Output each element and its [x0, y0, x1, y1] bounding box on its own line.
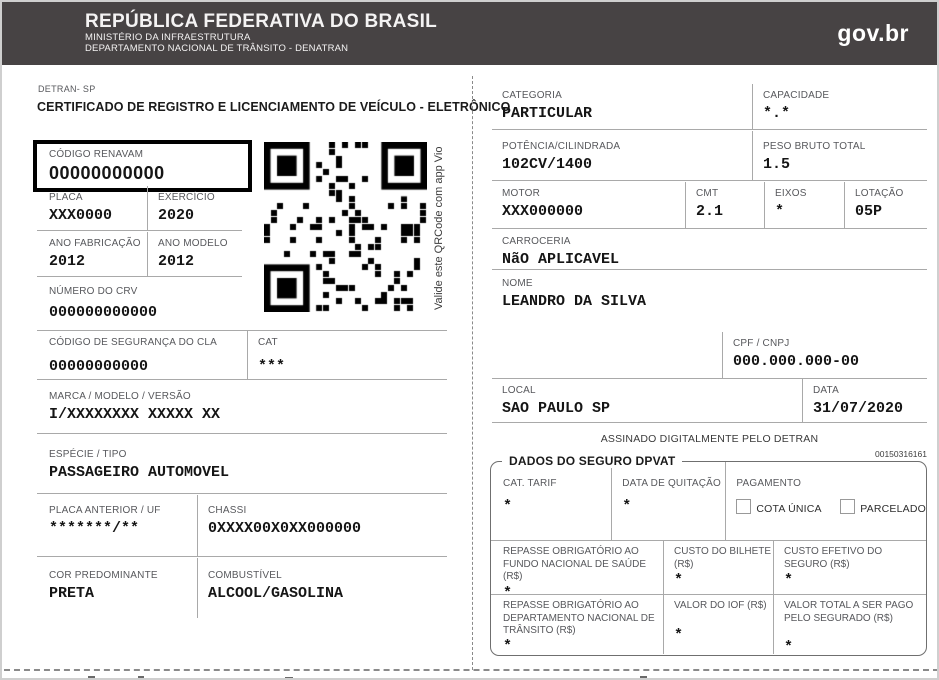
row-placa-anterior-chassi: [37, 495, 447, 557]
digital-signature-note: ASSINADO DIGITALMENTE PELO DETRAN: [600, 433, 819, 445]
field-value: *: [674, 572, 684, 589]
field-especie-tipo: [37, 435, 447, 494]
field-label: ESPÉCIE / TIPO: [49, 449, 127, 460]
field-value: *.*: [763, 105, 791, 122]
field-label: CAT: [258, 337, 278, 348]
dpvat-row-1: [491, 462, 926, 541]
field-combustivel: [197, 558, 447, 618]
field-value: NãO APLICAVEL: [502, 251, 620, 268]
field-pagamento: [725, 462, 926, 540]
field-repasse-saude: [491, 541, 663, 602]
document-title: CERTIFICADO DE REGISTRO E LICENCIAMENTO DE VEÍCULO - ELETRÔNICO: [37, 100, 511, 114]
field-cat-tarif: [491, 462, 611, 540]
field-lotacao: [844, 182, 927, 228]
field-valor-iof: [663, 595, 773, 654]
field-label: MARCA / MODELO / VERSÃO: [49, 391, 191, 402]
field-label: NÚMERO DO CRV: [49, 286, 138, 297]
field-label: PESO BRUTO TOTAL: [763, 141, 866, 152]
field-value: *******/**: [49, 520, 140, 537]
field-value: *: [503, 584, 513, 602]
field-label: VALOR TOTAL A SER PAGO PELO SEGURADO (R$): [784, 600, 914, 624]
ministry-subtitle: MINISTÉRIO DA INFRAESTRUTURA: [85, 32, 251, 43]
row-motor-cmt-eixos-lotacao: [492, 182, 927, 229]
field-capacidade: [752, 84, 927, 129]
field-label: REPASSE OBRIGATÓRIO AO FUNDO NACIONAL DE SAÚDE (R$): [503, 546, 646, 582]
row-seguranca-cat: [37, 330, 447, 380]
cut-line-dashed: [4, 669, 939, 671]
cut-off-text-fragment: [88, 676, 95, 680]
field-cor: [37, 558, 197, 618]
field-value: 2020: [158, 207, 195, 224]
field-value: ALCOOL/GASOLINA: [208, 585, 344, 602]
field-value: 05P: [855, 203, 883, 220]
field-potencia: [492, 131, 752, 180]
field-label: PLACA: [49, 192, 83, 203]
dpvat-row-2: [491, 541, 926, 602]
field-label: VALOR DO IOF (R$): [674, 600, 767, 611]
field-value: *: [775, 203, 785, 220]
field-label: CÓDIGO RENAVAM: [49, 149, 144, 160]
field-value: 2.1: [696, 203, 724, 220]
govbr-logo: gov.br: [837, 20, 909, 46]
row-cor-combustivel: [37, 558, 447, 618]
department-subtitle: DEPARTAMENTO NACIONAL DE TRÂNSITO - DENATRAN: [85, 43, 349, 54]
field-ano-fabricacao: [37, 232, 147, 276]
field-nome: [492, 272, 927, 314]
field-label: PAGAMENTO: [736, 478, 802, 489]
field-label: DATA: [813, 385, 839, 396]
field-value: SAO PAULO SP: [502, 400, 611, 417]
field-ano-modelo: [147, 232, 242, 276]
field-valor-total: [773, 595, 926, 654]
field-chassi: [197, 495, 447, 556]
field-local: [492, 379, 802, 422]
field-label: CATEGORIA: [502, 90, 562, 101]
field-label: LOCAL: [502, 385, 536, 396]
field-label: REPASSE OBRIGATÓRIO AO DEPARTAMENTO NACIONAL DE TRÂNSITO (R$): [503, 600, 655, 636]
field-value: XXX000000: [502, 203, 584, 220]
qr-caption: Valide este QRCode com app Vio: [433, 146, 445, 310]
field-label: CMT: [696, 188, 719, 199]
checkbox-cota-unica[interactable]: [736, 499, 751, 514]
pagamento-options: [736, 499, 926, 517]
field-value: *: [784, 639, 794, 656]
field-cat: [247, 331, 447, 379]
field-value: *: [503, 637, 513, 655]
field-carroceria: [492, 230, 927, 270]
field-value: LEANDRO DA SILVA: [502, 293, 647, 310]
checkbox-label: PARCELADO: [860, 503, 926, 515]
country-title: REPÚBLICA FEDERATIVA DO BRASIL: [85, 11, 438, 32]
field-cmt: [685, 182, 764, 228]
field-motor: [492, 182, 685, 228]
field-label: CAT. TARIF: [503, 478, 557, 489]
field-eixos: [764, 182, 844, 228]
field-label: CAPACIDADE: [763, 90, 830, 101]
field-value: *: [674, 626, 684, 644]
checkbox-label: COTA ÚNICA: [756, 503, 822, 515]
field-label: EXERCÍCIO: [158, 192, 215, 203]
field-custo-bilhete: [663, 541, 773, 594]
field-marca-modelo: [37, 381, 447, 434]
field-value: 2012: [49, 253, 86, 270]
field-value: PARTICULAR: [502, 105, 593, 122]
row-categoria-capacidade: [492, 84, 927, 130]
field-value: PRETA: [49, 585, 95, 602]
field-value: XXX0000: [49, 207, 113, 224]
field-label: PLACA ANTERIOR / UF: [49, 505, 161, 516]
row-placa-exercicio: [37, 186, 242, 231]
field-value: 102CV/1400: [502, 156, 593, 173]
field-value: 00000000000: [49, 163, 165, 183]
field-label: POTÊNCIA/CILINDRADA: [502, 141, 621, 152]
field-codigo-seguranca-cla: [37, 331, 247, 379]
field-custo-efetivo: [773, 541, 926, 594]
field-value: ***: [258, 358, 286, 375]
field-label: CUSTO EFETIVO DO SEGURO (R$): [784, 546, 883, 570]
field-value: 0XXXX00X0XX000000: [208, 520, 362, 537]
header-text-block: [85, 11, 437, 54]
row-anos: [37, 232, 242, 277]
field-categoria: [492, 84, 752, 129]
field-value: *: [503, 498, 513, 515]
field-value: 000.000.000-00: [733, 353, 860, 370]
field-value: PASSAGEIRO AUTOMOVEL: [49, 464, 230, 481]
column-divider-dashed: [472, 76, 473, 670]
field-value: 1.5: [763, 156, 791, 173]
field-data: [802, 379, 927, 422]
field-peso-bruto: [752, 131, 927, 180]
field-value: I/XXXXXXXX XXXXX XX: [49, 406, 221, 423]
agency-label: DETRAN- SP: [38, 84, 96, 94]
field-value: 000000000000: [49, 304, 158, 321]
dpvat-title: DADOS DO SEGURO DPVAT: [502, 454, 682, 468]
row-potencia-peso: [492, 131, 927, 181]
field-label: ANO MODELO: [158, 238, 228, 249]
field-repasse-denatran: [491, 595, 663, 654]
field-data-quitacao: [611, 462, 725, 540]
field-placa-anterior: [37, 495, 197, 556]
field-value: 31/07/2020: [813, 400, 904, 417]
field-label: NOME: [502, 278, 533, 289]
field-label: ANO FABRICAÇÃO: [49, 238, 141, 249]
row-cpf: [492, 332, 927, 379]
field-placa: [37, 186, 147, 230]
field-label: MOTOR: [502, 188, 541, 199]
field-codigo-renavam: [33, 140, 252, 192]
field-cpf-cnpj: [722, 332, 927, 378]
field-label: LOTAÇÃO: [855, 188, 904, 199]
field-value: 00000000000: [49, 358, 149, 375]
header-bar: [2, 2, 937, 65]
field-label: CPF / CNPJ: [733, 338, 790, 349]
cut-off-text-fragment: [640, 676, 647, 680]
field-exercicio: [147, 186, 242, 230]
field-label: COR PREDOMINANTE: [49, 570, 158, 581]
row-local-data: [492, 379, 927, 423]
field-value: *: [784, 572, 794, 589]
qr-code: [264, 142, 427, 312]
field-label: DATA DE QUITAÇÃO: [622, 478, 722, 489]
field-label: CÓDIGO DE SEGURANÇA DO CLA: [49, 337, 218, 348]
field-label: COMBUSTÍVEL: [208, 570, 282, 581]
field-label: CARROCERIA: [502, 236, 571, 247]
dpvat-number: 00150316161: [874, 449, 927, 459]
field-label: CHASSI: [208, 505, 247, 516]
field-value: 2012: [158, 253, 195, 270]
field-label: CUSTO DO BILHETE (R$): [674, 546, 772, 570]
cut-off-text-fragment: [138, 676, 144, 680]
checkbox-parcelado[interactable]: [840, 499, 855, 514]
field-label: EIXOS: [775, 188, 807, 199]
dpvat-row-3: [491, 595, 926, 654]
field-value: *: [622, 498, 632, 515]
